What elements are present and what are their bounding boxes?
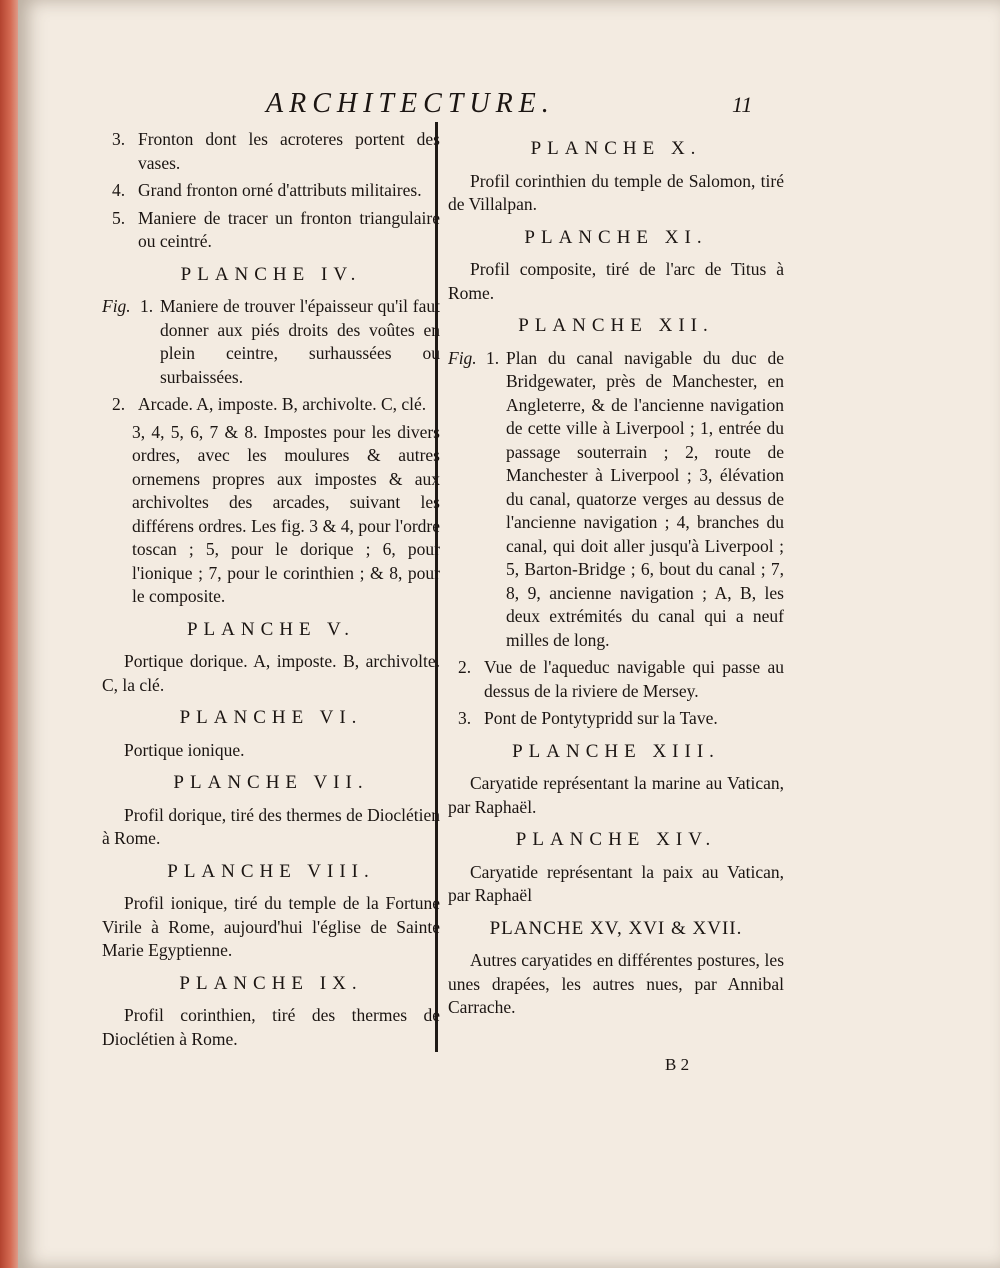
planche-xiv-heading: PLANCHE XIV. <box>515 829 717 850</box>
list-item <box>448 656 784 703</box>
planche-vi-text: Portique ionique. <box>124 739 245 760</box>
item-number: 2. <box>458 657 472 677</box>
item-number: 5. <box>112 207 126 228</box>
page-number: 11 <box>732 92 753 117</box>
planche-vii-text: Profil dorique, tiré des thermes de Dioclétien à Rome. <box>102 804 440 848</box>
planche-xiii-text: Caryatide représentant la marine au Vatican, par Raphaël. <box>448 773 784 817</box>
item-text: Maniere de trouver l'épaisseur qu'il faut donner aux piés droits des voûtes en plein ceintre, surhaussées ou surbaissées. <box>160 296 440 387</box>
item-text: Plan du canal navigable du duc de Bridgewater, près de Manchester, en Angleterre, & de l'ancienne navigation de cette ville à Liverpool ; 1, entrée du passage souterrain ; 2, route de Manchester à Liverpool ; 3, élévation du canal, quatorze verges au dessus de l'ancienne navigation ; 4, branches du canal, qui doit aller jusqu'à Liverpool ; 5, Barton-Bridge ; 6, bout du canal ; 7, 8, 9, ancienne navigation ; A, B, les deux extrémités du canal qui a neuf milles de long. <box>506 347 784 650</box>
planche-vi-heading: PLANCHE VI. <box>179 707 363 728</box>
planche-iv-heading: PLANCHE IV. <box>180 263 362 285</box>
list-item <box>448 707 784 731</box>
item-text: Impostes pour les divers ordres, avec les moulures & autres ornemens propres aux impostes & aux archivoltes des arcades, suivant les différens ordres. Les fig. 3 & 4, pour l'ordre toscan ; 5, pour le dorique ; 6, pour l'ionique ; 7, pour le corinthien ; & 8, pour le composite. <box>132 421 440 606</box>
planche-xiii-heading: PLANCHE XIII. <box>512 740 720 762</box>
item-text: Fronton dont les acroteres portent des vases. <box>138 129 440 173</box>
item-number: 1. <box>140 296 154 316</box>
list-item <box>102 393 440 417</box>
planche-v-heading: PLANCHE V. <box>186 618 356 640</box>
item-text: Arcade. A, imposte. B, archivolte. C, clé. <box>138 394 427 414</box>
planche-viii-text: Profil ionique, tiré du temple de la Fortune Virile à Rome, aujourd'hui l'église de Sainte Marie Egyptienne. <box>102 893 440 960</box>
planche-v-text: Portique dorique. A, imposte. B, archivolte. C, la clé. <box>102 651 440 695</box>
item-number: 2. <box>112 394 126 414</box>
fig-label: Fig. <box>448 347 477 368</box>
planche-xi-heading: PLANCHE XI. <box>524 226 708 248</box>
planche-x-heading: PLANCHE X. <box>530 138 702 159</box>
planche-xiv-text: Caryatide représentant la paix au Vatican, par Raphaël <box>448 861 784 905</box>
catchword: B 2 <box>665 1055 690 1074</box>
planche-ix-text: Profil corinthien, tiré des thermes de Dioclétien à Rome. <box>102 1005 440 1049</box>
list-item <box>102 207 440 254</box>
planche-ix-heading: PLANCHE IX. <box>179 972 363 994</box>
left-column <box>102 128 440 1057</box>
item-text: Pont de Pontytypridd sur la Tave. <box>484 708 718 728</box>
item-number: 3. <box>112 129 126 149</box>
planche-xv-text: Autres caryatides en différentes postures, les unes drapées, les autres nues, par Annibal Carrache. <box>448 950 784 1017</box>
item-number: 3. <box>458 708 472 728</box>
list-item <box>102 179 440 203</box>
item-number: 1. <box>486 347 500 368</box>
list-item <box>102 295 440 389</box>
planche-viii-heading: PLANCHE VIII. <box>167 860 375 882</box>
planche-xv-heading: PLANCHE XV, XVI & XVII. <box>489 917 743 939</box>
fig-label: Fig. <box>102 296 131 316</box>
planche-x-text: Profil corinthien du temple de Salomon, tiré de Villalpan. <box>448 170 784 214</box>
item-text: Maniere de tracer un fronton triangulaire ou ceintré. <box>138 207 440 251</box>
planche-xi-text: Profil composite, tiré de l'arc de Titus à Rome. <box>448 259 784 303</box>
planche-vii-heading: PLANCHE VII. <box>173 772 369 793</box>
item-number: 3, 4, 5, 6, 7 & 8. <box>132 421 258 442</box>
item-text: Vue de l'aqueduc navigable qui passe au dessus de la riviere de Mersey. <box>484 657 784 701</box>
list-item <box>102 421 440 609</box>
list-item <box>102 128 440 175</box>
planche-xii-heading: PLANCHE XII. <box>518 315 714 336</box>
item-text: Grand fronton orné d'attributs militaires. <box>138 180 422 200</box>
list-item <box>448 347 784 653</box>
right-column <box>448 128 784 1026</box>
item-number: 4. <box>112 180 126 200</box>
running-header-title: ARCHITECTURE. <box>266 88 555 119</box>
